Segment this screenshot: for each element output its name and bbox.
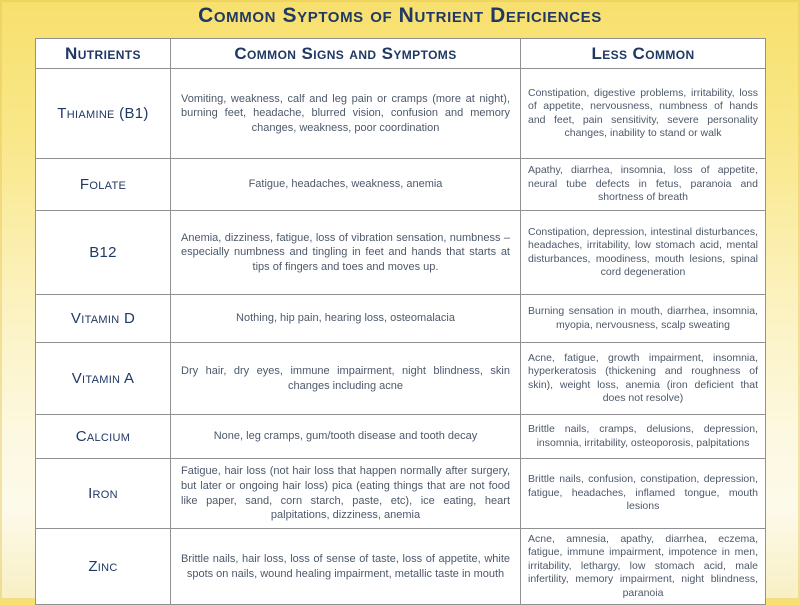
nutrient-cell: Vitamin A xyxy=(36,343,171,415)
less-common-cell: Brittle nails, cramps, delusions, depression, insomnia, irritability, osteoporosis, palpitations xyxy=(521,415,766,459)
common-symptoms-cell: Fatigue, headaches, weakness, anemia xyxy=(171,159,521,211)
common-symptoms-cell: Nothing, hip pain, hearing loss, osteomalacia xyxy=(171,295,521,343)
nutrient-cell: Zinc xyxy=(36,529,171,605)
less-common-cell: Constipation, depression, intestinal disturbances, headaches, irritability, low stomach acid, mental disturbances, moodiness, mouth lesions, spinal cord degeneration xyxy=(521,211,766,295)
nutrient-cell: B12 xyxy=(36,211,171,295)
table-header xyxy=(36,39,766,69)
table-body xyxy=(36,69,766,605)
nutrient-cell: Iron xyxy=(36,459,171,529)
less-common-cell: Burning sensation in mouth, diarrhea, insomnia, myopia, nervousness, scalp sweating xyxy=(521,295,766,343)
common-symptoms-cell: None, leg cramps, gum/tooth disease and tooth decay xyxy=(171,415,521,459)
common-symptoms-cell: Vomiting, weakness, calf and leg pain or cramps (more at night), burning feet, headache, blurred vision, confusion and memory changes, weakness, poor coordination xyxy=(171,69,521,159)
less-common-cell: Brittle nails, confusion, constipation, depression, fatigue, headaches, inflamed tongue, mouth lesions xyxy=(521,459,766,529)
table-row xyxy=(36,529,766,605)
less-common-cell: Apathy, diarrhea, insomnia, loss of appetite, neural tube defects in fetus, paranoia and shortness of breath xyxy=(521,159,766,211)
header-row xyxy=(36,39,766,69)
table-row xyxy=(36,159,766,211)
less-common-cell: Acne, fatigue, growth impairment, insomnia, hyperkeratosis (thickening and roughness of skin), weight loss, anemia (iron deficient that does not resolve) xyxy=(521,343,766,415)
table-row xyxy=(36,295,766,343)
nutrient-deficiency-table xyxy=(35,38,766,605)
nutrient-cell: Calcium xyxy=(36,415,171,459)
table-row xyxy=(36,459,766,529)
nutrient-cell: Folate xyxy=(36,159,171,211)
table-row xyxy=(36,69,766,159)
column-header-common-signs: Common Signs and Symptoms xyxy=(171,39,521,69)
page-title: Common Syptoms of Nutrient Deficiences xyxy=(198,4,602,27)
less-common-cell: Constipation, digestive problems, irritability, loss of appetite, nervousness, numbness of hands and feet, pain sensitivity, severe personality changes, inability to stand or walk xyxy=(521,69,766,159)
less-common-cell: Acne, amnesia, apathy, diarrhea, eczema, fatigue, immune impairment, impotence in men, irritability, lethargy, low stomach acid, male infertility, memory impairment, night blindness, paranoia xyxy=(521,529,766,605)
common-symptoms-cell: Fatigue, hair loss (not hair loss that happen normally after surgery, but later or ongoing hair loss) pica (eating things that are not food like paper, sand, corn starch, paste, etc), ice eating, heart palpitations, dizziness, anemia xyxy=(171,459,521,529)
table-row xyxy=(36,415,766,459)
common-symptoms-cell: Dry hair, dry eyes, immune impairment, night blindness, skin changes including acne xyxy=(171,343,521,415)
table-row xyxy=(36,343,766,415)
nutrient-cell: Thiamine (B1) xyxy=(36,69,171,159)
nutrient-cell: Vitamin D xyxy=(36,295,171,343)
column-header-less-common: Less Common xyxy=(521,39,766,69)
common-symptoms-cell: Anemia, dizziness, fatigue, loss of vibration sensation, numbness – especially numbness and tingling in feet and hands that starts at tips of fingers and toes and moves up. xyxy=(171,211,521,295)
column-header-nutrients: Nutrients xyxy=(36,39,171,69)
table-row xyxy=(36,211,766,295)
common-symptoms-cell: Brittle nails, hair loss, loss of sense of taste, loss of appetite, white spots on nails, wound healing impairment, metallic taste in mouth xyxy=(171,529,521,605)
